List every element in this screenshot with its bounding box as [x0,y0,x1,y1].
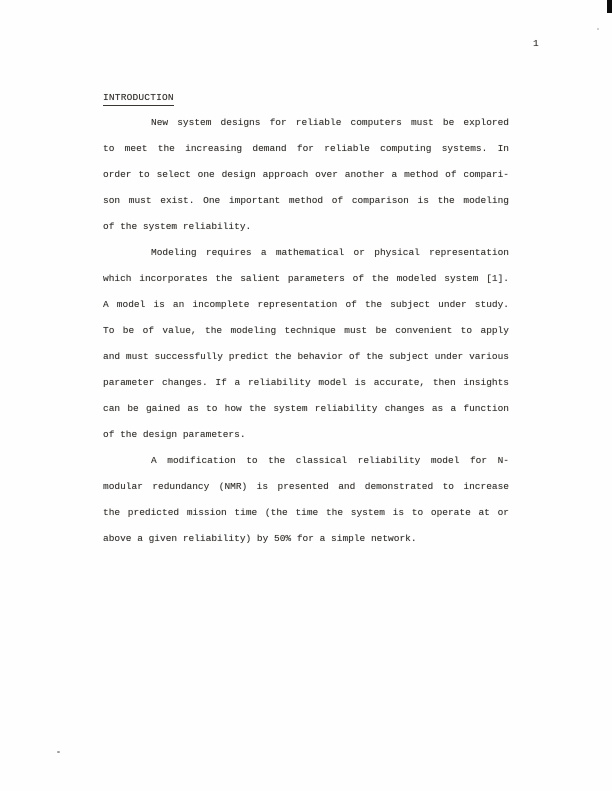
scan-speck [57,751,60,753]
body-line: A modification to the classical reliability model for N- [151,455,509,466]
body-line: to meet the increasing demand for reliable computing systems. In [103,143,509,154]
scan-speck [597,28,599,30]
body-line: To be of value, the modeling technique must be convenient to apply [103,325,509,336]
scan-corner-mark [607,0,612,13]
page-number: 1 [533,38,539,49]
body-line: of the design parameters. [103,429,246,440]
body-line: the predicted mission time (the time the system is to operate at or [103,507,509,518]
body-line: Modeling requires a mathematical or physical representation [151,247,509,258]
body-line: of the system reliability. [103,221,252,232]
body-line: modular redundancy (NMR) is presented and demonstrated to increase [103,481,509,492]
body-line: and must successfully predict the behavior of the subject under various [103,351,509,362]
body-text [103,110,509,552]
paragraph [103,240,509,448]
body-line: which incorporates the salient parameters of the modeled system [1]. [103,273,509,284]
body-line: A model is an incomplete representation of the subject under study. [103,299,509,310]
section-heading-text: INTRODUCTION [103,92,174,106]
body-line: son must exist. One important method of comparison is the modeling [103,195,509,206]
body-line: above a given reliability) by 50% for a simple network. [103,533,417,544]
body-line: parameter changes. If a reliability model is accurate, then insights [103,377,509,388]
paragraph [103,448,509,552]
body-line: order to select one design approach over another a method of compari- [103,169,509,180]
paragraph [103,110,509,240]
section-heading [103,92,174,106]
body-line: can be gained as to how the system reliability changes as a function [103,403,509,414]
body-line: New system designs for reliable computers must be explored [151,117,509,128]
